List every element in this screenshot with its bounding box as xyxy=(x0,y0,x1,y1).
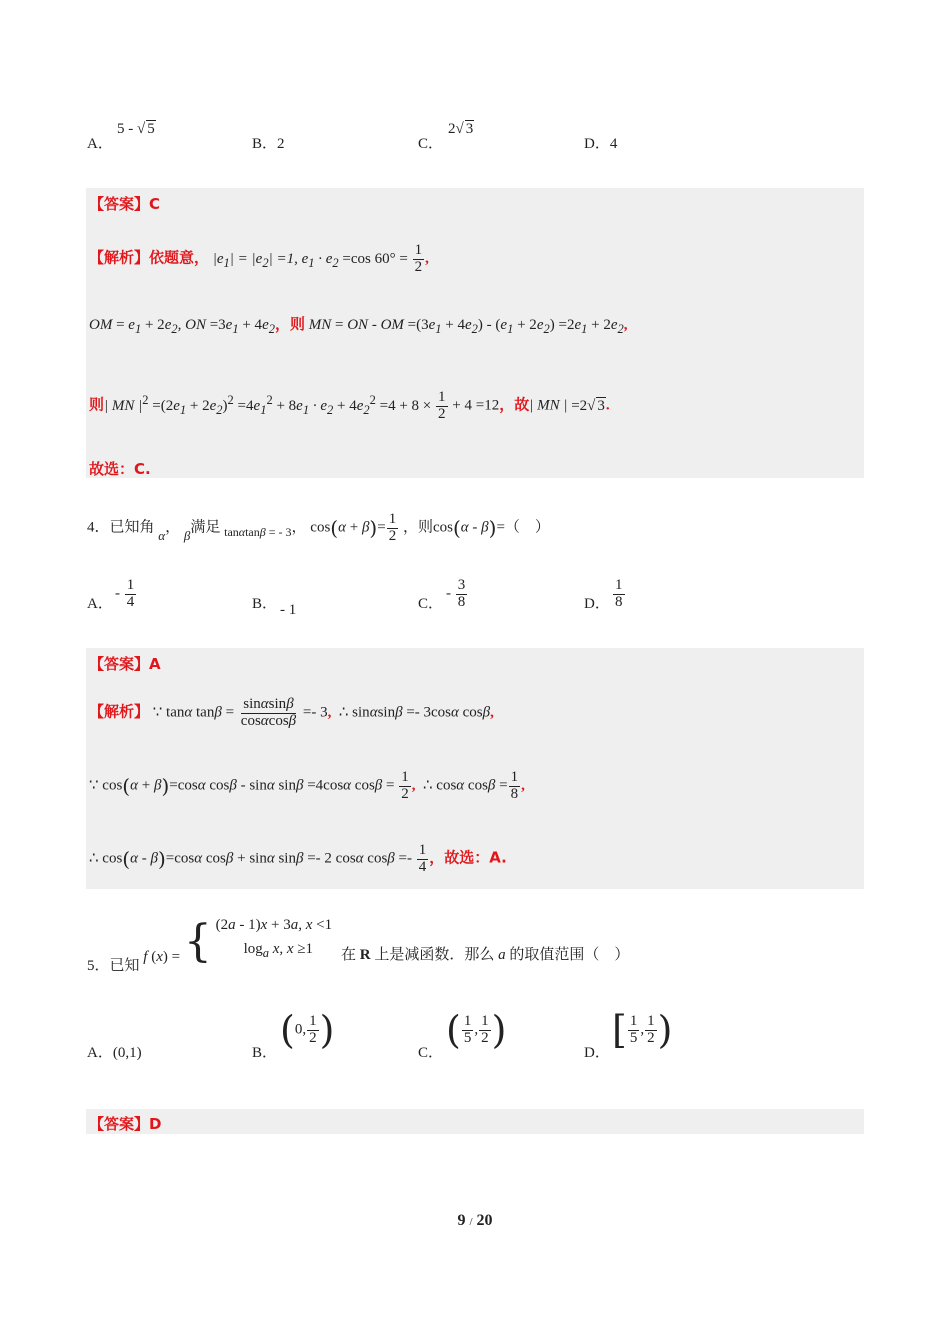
q3-answer-tag: 【答案】C xyxy=(89,195,161,213)
q4-analysis-line3: ∴ cos(α - β)=cosα cosβ + sinα sinβ =- 2 cosα cosβ =- $\frac{1}{4}$ ，故选：A. xyxy=(89,842,507,875)
q3-analysis-tag: 【解析】依题意， xyxy=(89,248,210,267)
q5-option-b-value: (0, $\frac{1}{2}$ ) xyxy=(280,1008,335,1052)
q3-conclusion: 故选：C. xyxy=(89,460,151,478)
q4-option-d[interactable]: D． $\frac{1}{8}$ xyxy=(584,592,610,613)
q4-option-c[interactable]: C． - $\frac{3}{8}$ xyxy=(418,592,443,613)
q4-option-b[interactable]: B． - 1 xyxy=(252,596,297,618)
page-number: 9 / 20 xyxy=(457,1212,493,1229)
q5-option-c[interactable]: C． ( $\frac{1}{5}$ , $\frac{1}{2}$ ) xyxy=(418,1008,507,1061)
q4-answer-tag: 【答案】A xyxy=(89,655,161,673)
q5-piecewise: (2a - 1)x + 3a, x <1 $\log_a x$, x ≥1 xyxy=(215,917,333,960)
q5-option-d[interactable]: D． [ $\frac{1}{5}$ , $\frac{1}{2}$ ) xyxy=(584,1008,673,1061)
q5-option-d-value: [ $\frac{1}{5}$ , $\frac{1}{2}$ ) xyxy=(612,1008,673,1052)
q3-analysis-line1: 【解析】依题意， $|e_1| = |e_2| =1$, $e_1 \cdot e_2 =\cos$ 60° = $\frac{1}{2}$ , xyxy=(89,242,429,275)
q4-option-a[interactable]: A． - $\frac{1}{4}$ xyxy=(87,592,113,613)
q4-analysis-line2: ∵ cos(α + β)=cosα cosβ - sinα sinβ =4cosα cosβ = $\frac{1}{2}$ , ∴ cosα cosβ = $\frac{1}{8}$ , xyxy=(89,769,525,802)
q3-analysis-line3: 则| MN $|^2 =(2e_1 + 2e_2)^2 =4e_1^2 + 8e_1 \cdot e_2 + 4e_2^2 =4 + 8$ × $\frac{1}{2}$ + 4 =12，故| MN | =2√ 3. xyxy=(89,389,610,422)
q4-option-a-value: - $\frac{1}{4}$ xyxy=(115,577,135,610)
q3-option-d[interactable]: D．4 xyxy=(584,136,618,152)
q5-stem-rest: 在 R 上是减函数．那么 a 的取值范围（ ） xyxy=(341,947,630,963)
q5-option-b[interactable]: B． (0, $\frac{1}{2}$ ) xyxy=(252,1008,335,1061)
q5-stem: 5．已知 f (x) = { (2a - 1)x + 3a, x <1 $\log_a x$, x ≥1 xyxy=(87,915,332,965)
q3-option-b[interactable]: B．2 xyxy=(252,136,285,152)
q5-answer-panel xyxy=(86,1109,864,1134)
q3-option-a-value: 5 - √ 5 xyxy=(117,121,155,137)
q5-option-a[interactable]: A．(0,1) xyxy=(87,1045,142,1061)
q3-analysis-line2: OM = $e_1 + 2e_2$, ON $=3e_1 + 4e_2$，则 MN = ON - OM $=(3e_1 + 4e_2) - (e_1 + 2e_2) =2e_1 + 2e_2$, xyxy=(89,317,628,336)
q4-option-c-value: - $\frac{3}{8}$ xyxy=(446,577,466,610)
q3-option-c[interactable]: C． 2√ 3 xyxy=(418,121,474,152)
q4-option-d-value: $\frac{1}{8}$ xyxy=(615,577,623,610)
q5-answer-tag: 【答案】D xyxy=(89,1115,162,1133)
q3-option-a[interactable]: A． 5 - √ 5 xyxy=(87,121,155,152)
q5-option-c-value: ( $\frac{1}{5}$ , $\frac{1}{2}$ ) xyxy=(446,1008,507,1052)
q4-analysis-line1: 【解析】 ∵ tanα tanβ = $\frac{\sin\alpha\sin\beta}{\cos\alpha\cos\beta}$ =- 3, ∴ sinαsinβ =- 3cosα cosβ, xyxy=(89,696,494,729)
q4-stem: 4．已知角 α， β满足 $_{tan\alpha tan\beta = - 3}$， cos(α + β)= $\frac{1}{2}$ ，则cos(α - β)=（ ） xyxy=(87,511,550,544)
q3-option-c-value: 2√ 3 xyxy=(448,121,474,137)
